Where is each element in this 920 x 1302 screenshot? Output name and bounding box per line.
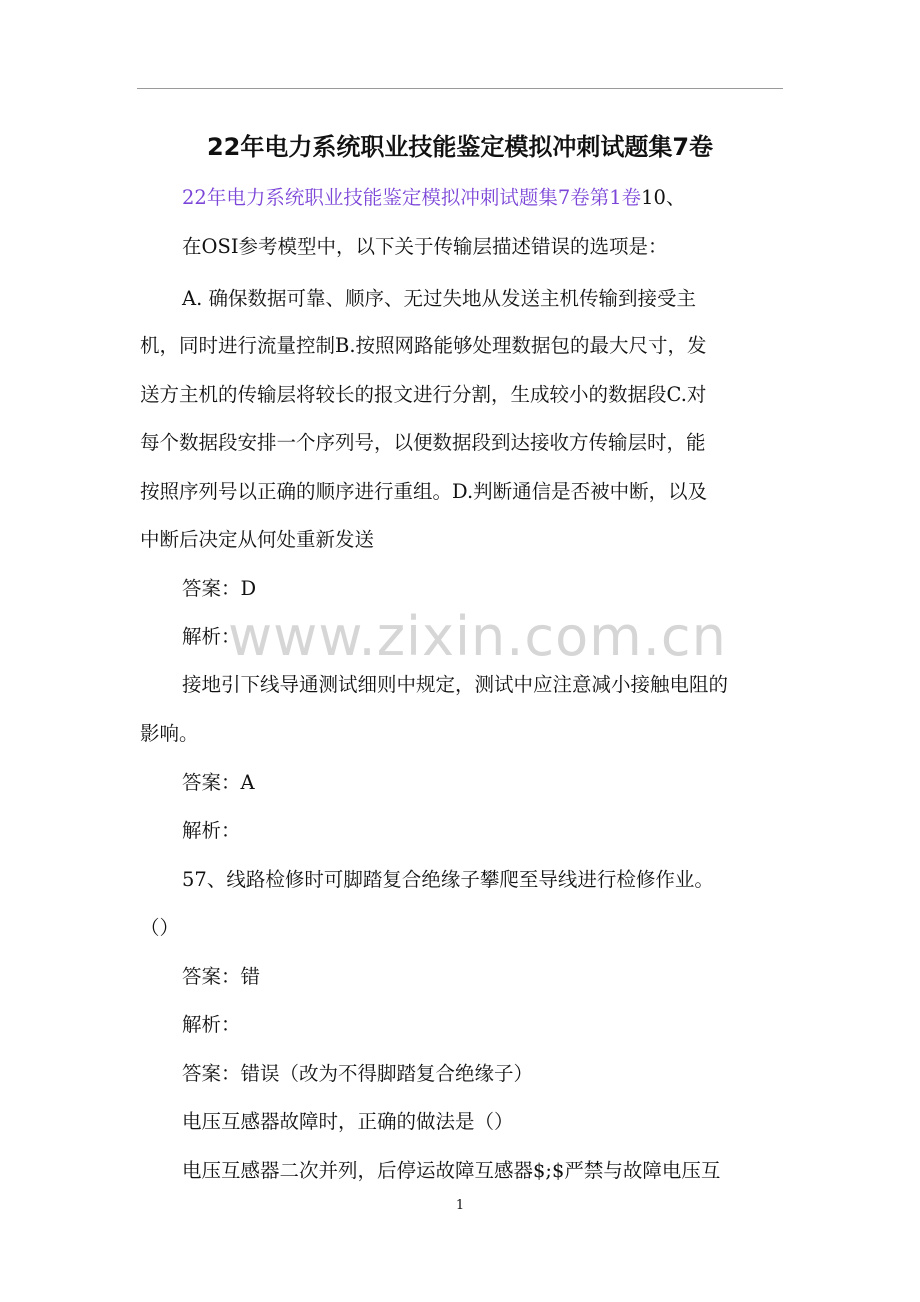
watermark: www.zixin.com.cn xyxy=(228,605,727,668)
analysis-label: 解析： xyxy=(182,625,241,648)
question-text: 电压互感器故障时，正确的做法是（） xyxy=(182,1110,514,1133)
question-text: 影响。 xyxy=(140,722,199,745)
question-text: 57、线路检修时可脚踏复合绝缘子攀爬至导线进行检修作业。 xyxy=(182,868,714,891)
answer-line: 答案：错 xyxy=(182,965,261,988)
option-line: 机，同时进行流量控制B.按照网路能够处理数据包的最大尺寸，发 xyxy=(140,334,707,357)
document-title: 22年电力系统职业技能鉴定模拟冲刺试题集7卷 xyxy=(206,133,714,161)
question-blank: （） xyxy=(140,916,180,939)
subtitle-line xyxy=(182,183,685,213)
answer-line: 答案：错误（改为不得脚踏复合绝缘子） xyxy=(182,1062,534,1085)
analysis-label: 解析： xyxy=(182,819,241,842)
answer-line: 答案：D xyxy=(182,577,257,600)
option-line: A. 确保数据可靠、顺序、无过失地从发送主机传输到接受主 xyxy=(182,287,696,310)
option-line: 送方主机的传输层将较长的报文进行分割，生成较小的数据段C.对 xyxy=(140,383,707,406)
question-text: 在OSI参考模型中，以下关于传输层描述错误的选项是： xyxy=(182,235,668,258)
option-line: 每个数据段安排一个序列号，以便数据段到达接收方传输层时，能 xyxy=(140,431,706,454)
option-line: 按照序列号以正确的顺序进行重组。D.判断通信是否被中断，以及 xyxy=(140,480,708,503)
header-rule xyxy=(137,88,783,89)
option-line: 中断后决定从何处重新发送 xyxy=(140,528,375,551)
page-number: 1 xyxy=(455,1198,465,1213)
subtitle-link[interactable]: 22年电力系统职业技能鉴定模拟冲刺试题集7卷第1卷 xyxy=(182,186,642,209)
question-text: 接地引下线导通测试细则中规定，测试中应注意减小接触电阻的 xyxy=(182,673,729,696)
answer-line: 答案：A xyxy=(182,771,255,794)
question-text: 电压互感器二次并列，后停运故障互感器$;$严禁与故障电压互 xyxy=(182,1159,721,1182)
analysis-label: 解析： xyxy=(182,1013,241,1036)
subtitle-rest: 10、 xyxy=(641,186,686,209)
